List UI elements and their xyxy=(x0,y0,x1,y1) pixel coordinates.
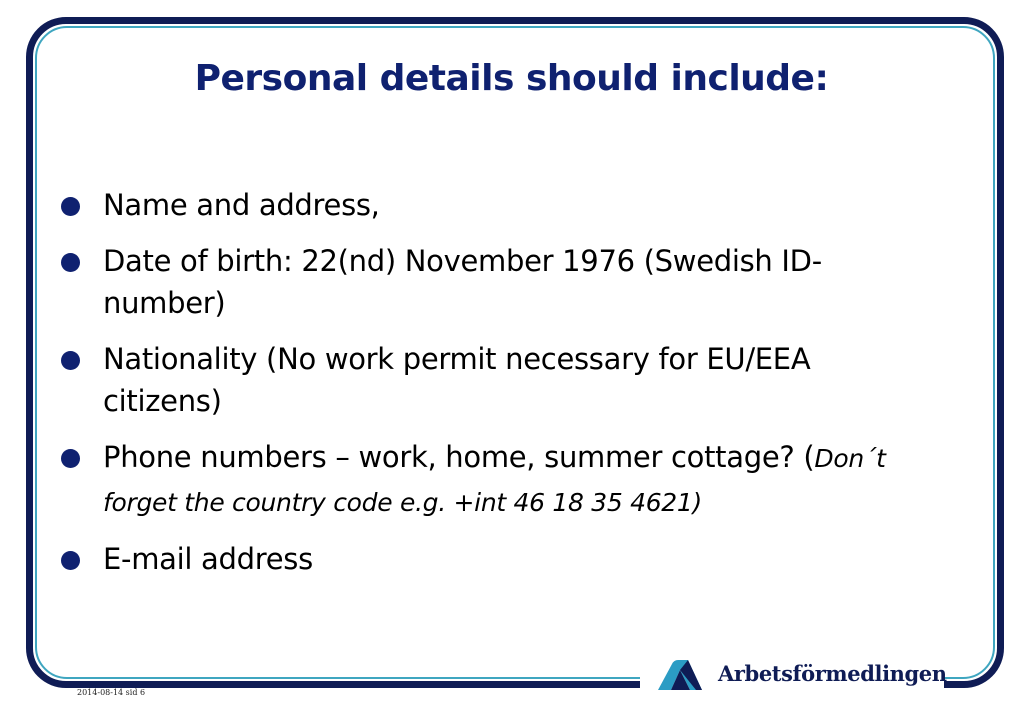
bullet-text: Nationality (No work permit necessary for EU/EEA citizens) xyxy=(103,342,811,418)
bullet-item xyxy=(57,436,937,524)
bullet-dot-icon xyxy=(61,197,80,216)
bullet-text: Date of birth: 22(nd) November 1976 (Swedish ID-number) xyxy=(103,244,822,320)
arbetsformedlingen-logo-icon xyxy=(656,656,706,692)
bullet-item xyxy=(57,184,937,226)
bullet-dot-icon xyxy=(61,449,80,468)
bullet-dot-icon xyxy=(61,351,80,370)
brand-logo xyxy=(640,652,947,698)
bullet-list xyxy=(57,184,937,594)
bullet-item xyxy=(57,338,937,422)
bullet-dot-icon xyxy=(61,551,80,570)
bullet-dot-icon xyxy=(61,253,80,272)
footer-date-page: 2014-08-14 sid 6 xyxy=(77,688,146,697)
logo-text: Arbetsförmedlingen xyxy=(718,661,947,686)
bullet-note: Don´t forget the country code e.g. +int 46 18 35 4621) xyxy=(103,444,886,517)
bullet-text: Phone numbers – work, home, summer cottage? ( xyxy=(103,440,815,474)
bullet-text: Name and address, xyxy=(103,188,380,222)
bullet-item xyxy=(57,240,937,324)
bullet-text: E-mail address xyxy=(103,542,313,576)
bullet-item xyxy=(57,538,937,580)
slide-title: Personal details should include: xyxy=(194,58,829,99)
